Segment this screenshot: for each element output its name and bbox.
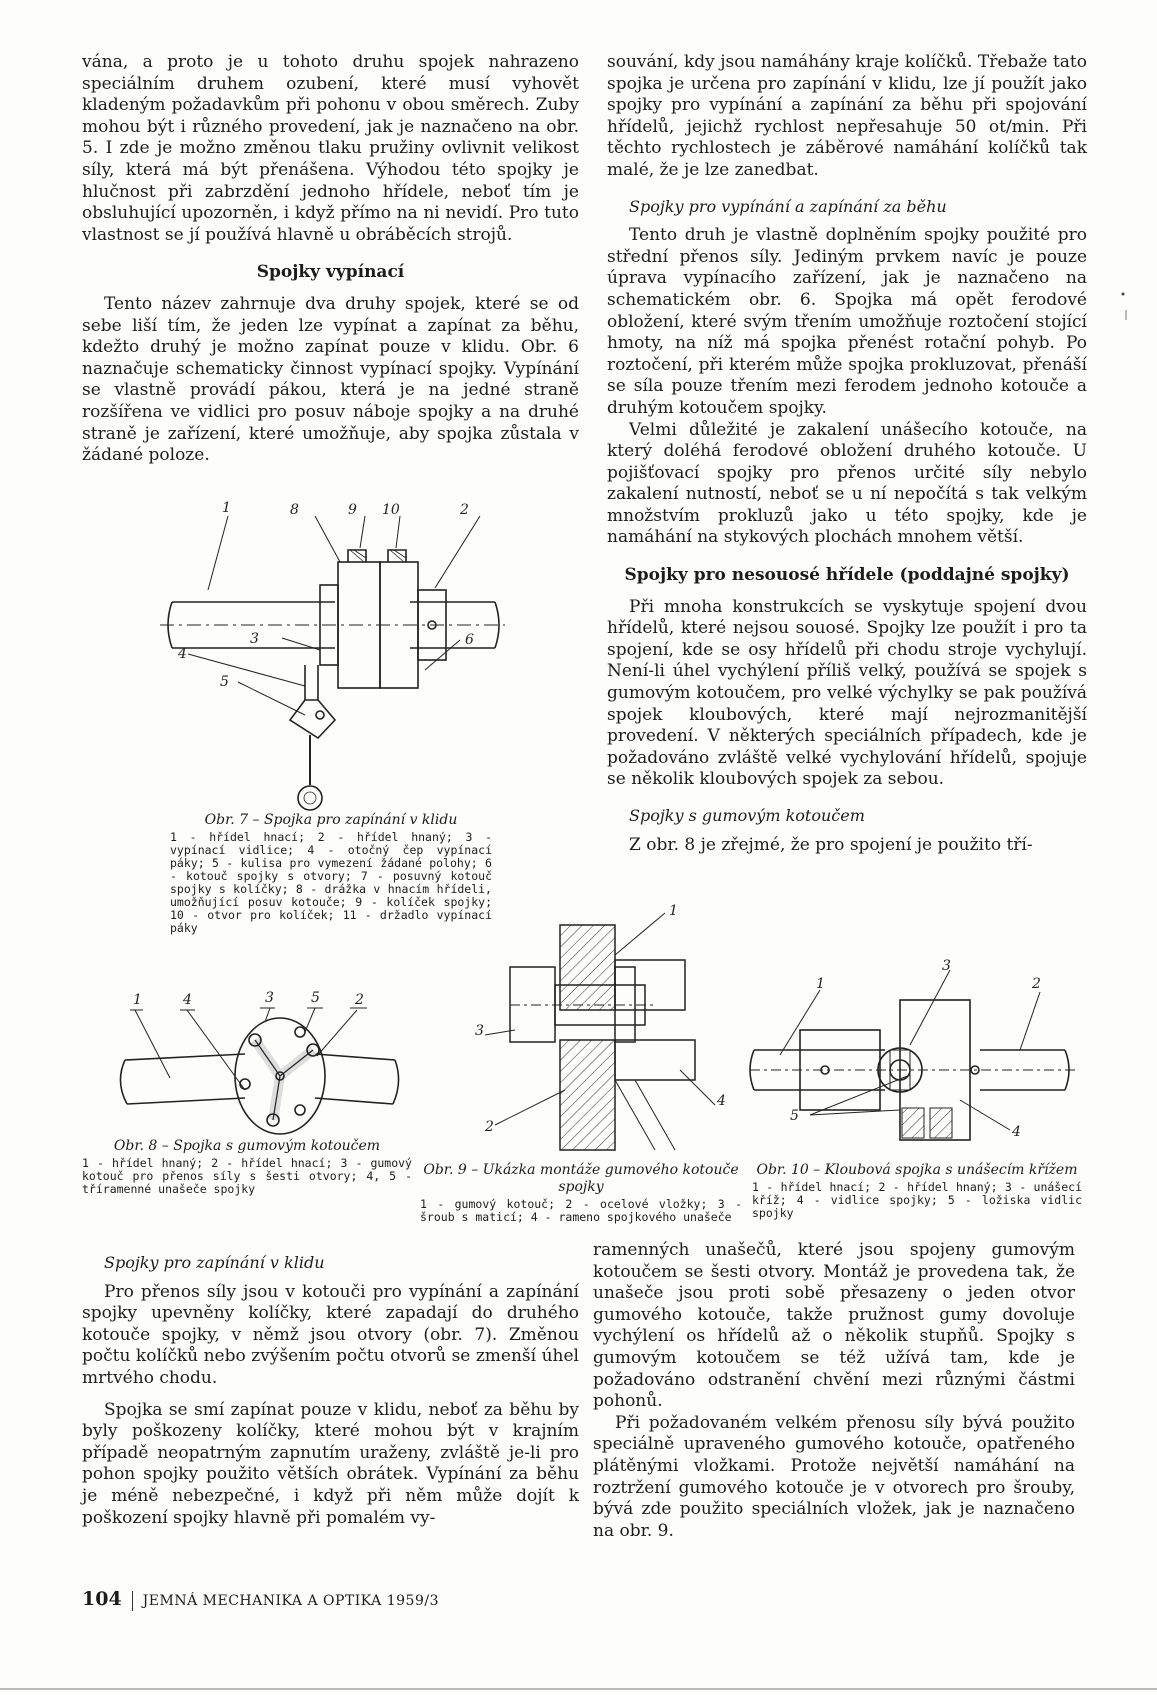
figure-7-drawing [160,500,540,820]
figure-8-svg [95,980,410,1150]
shaft-1 [120,1054,245,1104]
paragraph: Při požadovaném velkém přenosu síly bývá použito speciálně upraveného gumového kotouče, opatřeného plátěnými vložkami. Protože největší namáhání na roztržení gumového kotouče je v otvorech pro šrouby, bývá zde použito speciálních vložek, jak je naznačeno na obr. 9. [593,1412,1075,1541]
label-4: 4 [178,646,187,662]
figure-10-title: Obr. 10 – Kloubová spojka s unášecím křížem [756,1162,1078,1178]
paragraph: souvání, kdy jsou namáhány kraje kolíčků. Třebaže tato spojka je určena pro zapínání v klidu, lze jí použít jako spojky pro vypínání a zapínání za běhu při spojování hřídelů, jejichž rychlost nepřesahuje 50 ot/min. Při těchto rychlostech je záběrové namáhání kolíčků tak malé, že je lze zanedbat. [607,52,1087,180]
label-5: 5 [311,990,320,1006]
figure-7-legend: 1 - hřídel hnací; 2 - hřídel hnaný; 3 - vypínací vidlice; 4 - otočný čep vypínací páky; 5 - kulisa pro vymezení žádané polohy; 6 - kotouč spojky s otvory; 7 - posuvný kotouč spojky s kolíčky; 8 - drážka v hnacím hřídeli, umožňující posuv kotouče; 9 - kolíček spojky; 10 - otvor pro kolíček; 11 - držadlo vypínací páky [170,830,492,935]
figure-10-svg [750,960,1080,1150]
subsection-heading: Spojky s gumovým kotoučem [629,806,865,825]
paragraph: Při mnoha konstrukcích se vyskytuje spojení dvou hřídelů, které nejsou souosé. Spojky lze použít i pro ta spojení, kde se osy hřídelů při chodu stroje vychylují. Není-li úhel vychýlení příliš velký, používá se spojek s gumovým kotoučem, pro velké výchylky se pak používá spojek kloubových, které mají nejrozmanitější provedení. V některých speciálních případech, kde je požadováno zvláště velké vychylování hřídelů, spojuje se několik kloubových spojek za sebou. [607,596,1087,790]
paragraph: Tento druh je vlastně doplněním spojky použité pro střední přenos síly. Jediným prvkem navíc je pouze úprava vypínacího zařízení, jak je naznačeno na schematickém obr. 6. Spojka má opět ferodové obložení, které svým třením umožňuje roztočení stojící hmoty, na níž má spojka přenést rotační pohyb. Po roztočení, při kterém může spojka prokluzovat, přenáší se síla pouze třením mezi ferodem jednoho kotouče a druhým kotoučem spojky. [607,225,1087,418]
figure-7-title: Obr. 7 – Spojka pro zapínání v klidu [204,812,458,828]
figure-7-svg [160,500,540,820]
label-3: 3 [475,1023,484,1039]
figure-8-title: Obr. 8 – Spojka s gumovým kotoučem [113,1138,381,1154]
label-3: 3 [250,631,259,647]
label-6: 6 [465,632,474,648]
arm [615,1040,695,1080]
figure-9-svg [455,905,735,1155]
figure-9-drawing [455,905,735,1155]
paragraph: Pro přenos síly jsou v kotouči pro vypínání a zapínání spojky upevněny kolíčky, které zapadají do druhého kotouče spojky, v němž jsou otvory (obr. 7). Změnou počtu kolíčků nebo zvýšením počtu otvorů se zmenší úhel mrtvého chodu. [82,1281,579,1388]
figure-9-legend: 1 - gumový kotouč; 2 - ocelové vložky; 3 - šroub s maticí; 4 - rameno spojkového unašeče [420,1197,742,1224]
journal-name: JEMNÁ MECHANIKA A OPTIKA 1959/3 [142,1593,439,1609]
label-2: 2 [1032,976,1041,992]
text-column-right-top [607,52,1087,856]
text-column-right-bottom [593,1240,1075,1542]
label-8: 8 [290,502,299,518]
lever-link [290,700,335,738]
label-1: 1 [669,903,678,919]
margin-marks [1120,290,1130,330]
label-2: 2 [355,992,364,1008]
figure-8-caption [82,1138,412,1196]
paragraph: Velmi důležité je zakalení unášecího kotouče, na který doléhá ferodové obložení druhého kotouče. U pojišťovací spojky pro přenos určité síly nebylo zakalení nutností, neboť se u ní nepočítá s tak velkým množstvím prokluzů jako u této spojky, kde je namáhání na stykových plochách mnohem větší. [607,419,1087,548]
section-heading: Spojky vypínací [256,262,405,283]
text-column-left-bottom [82,1252,579,1529]
paragraph: Tento název zahrnuje dva druhy spojek, které se od sebe liší tím, že jeden lze vypínat a zapínat za běhu, kdežto druhý je možno zapínat pouze v klidu. Obr. 6 naznačuje schematicky činnost vypínací spojky. Vypínání se vlastně provádí pákou, která je na jedné straně rozšířena ve vidlici pro posuv náboje spojky a na druhé straně je zařízení, které umožňuje, aby spojka zůstala v žádané poloze. [82,293,579,466]
figure-10-caption [752,1162,1082,1220]
page-footer [82,1588,439,1611]
label-5: 5 [220,674,229,690]
label-4: 4 [183,992,192,1008]
label-3: 3 [942,958,951,974]
figure-7-caption [170,812,492,935]
scan-edge [0,1688,1157,1690]
label-5: 5 [790,1108,799,1124]
label-10: 10 [382,502,400,518]
figure-10-legend: 1 - hřídel hnací; 2 - hřídel hnaný; 3 - unášecí kříž; 4 - vidlice spojky; 5 - ložiska vidlic spojky [752,1180,1082,1220]
label-2: 2 [485,1119,494,1135]
figure-9-caption [420,1162,742,1224]
subsection-heading: Spojky pro zapínání v klidu [104,1253,325,1272]
label-4: 4 [1012,1124,1021,1140]
label-1: 1 [133,992,142,1008]
section-heading: Spojky pro nesouosé hřídele (poddajné spojky) [624,565,1070,586]
paragraph: Z obr. 8 je zřejmé, že pro spojení je použito tří- [629,834,1033,855]
label-4: 4 [717,1093,726,1109]
label-3: 3 [265,990,274,1006]
figure-8-drawing [95,980,410,1150]
subsection-heading: Spojky pro vypínání a zapínání za běhu [629,196,947,216]
paragraph: Spojka se smí zapínat pouze v klidu, neboť za běhu by byly poškozeny kolíčky, které mohou být v krajním případě neopatrným zapnutím uraženy, zvláště je-li pro pohon spojky použito větších obrátek. Vypínání za běhu je méně nebezpečné, i když při něm může dojít k poškození spojky hlavně při pomalém vy- [82,1399,579,1528]
label-1: 1 [816,976,825,992]
rubber-disc-upper [560,925,615,1010]
figure-8-legend: 1 - hřídel hnaný; 2 - hřídel hnací; 3 - gumový kotouč pro přenos síly s šesti otvory; 4, 5 - tříramenné unašeče spojky [82,1156,412,1196]
figure-9-title: Obr. 9 – Ukázka montáže gumového kotouče spojky [423,1162,739,1195]
label-2: 2 [460,502,469,518]
lever-handle [298,786,322,810]
page-number: 104 [82,1588,122,1610]
footer-divider [132,1591,133,1611]
paragraph: vána, a proto je u tohoto druhu spojek nahrazeno speciálním druhem ozubení, které musí vyhovět kladeným požadavkům při pohonu v obou směrech. Zuby mohou být i různého provedení, jak je naznačeno na obr. 5. I zde je možno změnou tlaku pružiny ovlivnit velikost síly, která má být přenášena. Výhodou této spojky je hlučnost při zabrzdění jednoho hřídele, neboť tím je obsluhující upozorněn, i když přímo na ni nevidí. Pro tuto vlastnost se jí používá hlavně u obráběcích strojů. [82,52,579,245]
label-9: 9 [348,502,357,518]
label-1: 1 [222,500,231,516]
text-column-left-top [82,52,579,467]
shaft-2 [315,1054,399,1104]
paragraph: ramenných unašečů, které jsou spojeny gumovým kotoučem se šesti otvory. Montáž je provedena tak, že unašeče jsou proti sobě přesazeny o jeden otvor gumového kotouče, takže pružnost gumy dovoluje vychýlení os hřídelů až o několik stupňů. Spojky s gumovým kotoučem se též užívá tam, kde je požadováno odstranění chvění mezi různými částmi pohonů. [593,1240,1075,1412]
figure-10-drawing [750,960,1080,1150]
rubber-disc-lower [560,1040,615,1150]
